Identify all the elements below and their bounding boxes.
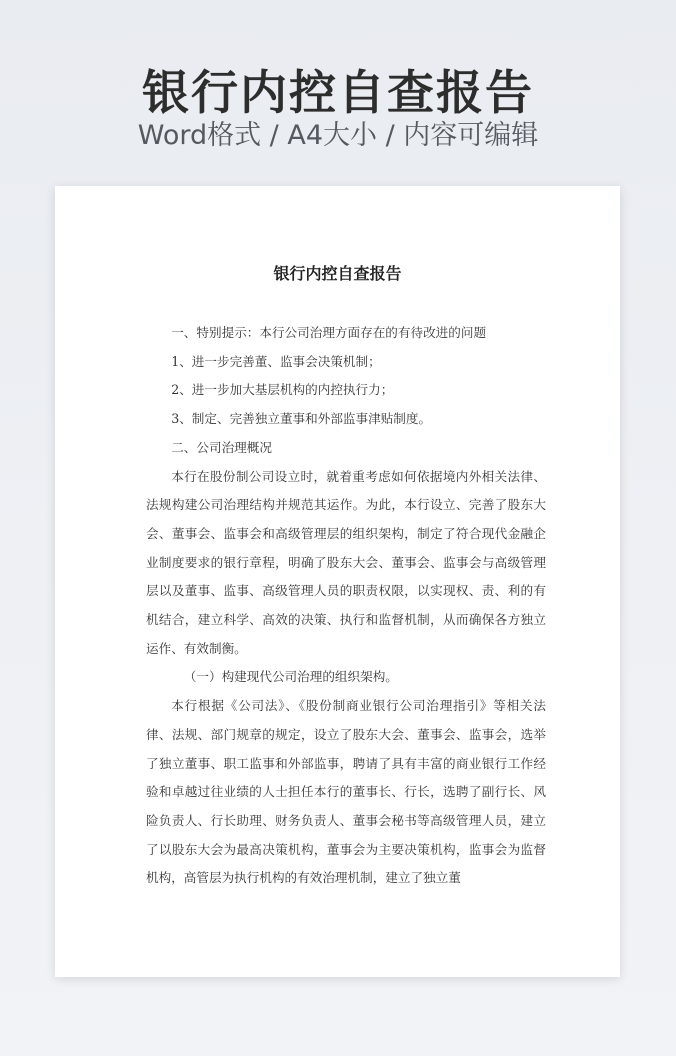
document-body	[146, 319, 546, 893]
paragraph-section-2-heading: 二、公司治理概况	[171, 439, 272, 455]
paragraph-section-1-heading: 一、特别提示：本行公司治理方面存在的有待改进的问题	[171, 325, 487, 340]
banner-subtitle: Word格式 / A4大小 / 内容可编辑	[137, 120, 539, 151]
paragraph-item-2: 2、进一步加大基层机构的内控执行力；	[171, 382, 394, 398]
paragraph-organization-structure: 本行根据《公司法》、《股份制商业银行公司治理指引》等相关法律、法规、部门规章的规定，设立了股东大会、董事会、监事会，选举了独立董事、职工监事和外部监事，聘请了具有丰富的商业银行工作经验和卓越过往业绩的人士担任本行的董事长、行长，选聘了副行长、风险负责人、行长助理、财务负责人、董事会秘书等高级管理人员，建立了以股东大会为最高决策机构，董事会为主要决策机构，监事会为监督机构，高管层为执行机构的有效治理机制，建立了独立董	[146, 698, 546, 886]
document-page	[55, 186, 620, 977]
paragraph-item-3: 3、制定、完善独立董事和外部监事津贴制度。	[171, 411, 432, 427]
paragraph-subsection-1-heading: （一）构建现代公司治理的组织架构。	[183, 669, 398, 685]
document-title: 银行内控自查报告	[273, 264, 402, 283]
banner-title: 银行内控自查报告	[142, 66, 534, 121]
paragraph-governance-overview: 本行在股份制公司设立时，就着重考虑如何依据境内外相关法律、法规构建公司治理结构并规范其运作。为此，本行设立、完善了股东大会、董事会、监事会和高级管理层的组织架构，制定了符合现代金融企业制度要求的银行章程，明确了股东大会、董事会、监事会与高级管理层以及董事、监事、高级管理人员的职责权限，以实现权、责、利的有机结合，建立科学、高效的决策、执行和监督机制，从而确保各方独立运作、有效制衡。	[146, 468, 546, 656]
paragraph-item-1: 1、进一步完善董、监事会决策机制；	[171, 353, 381, 369]
